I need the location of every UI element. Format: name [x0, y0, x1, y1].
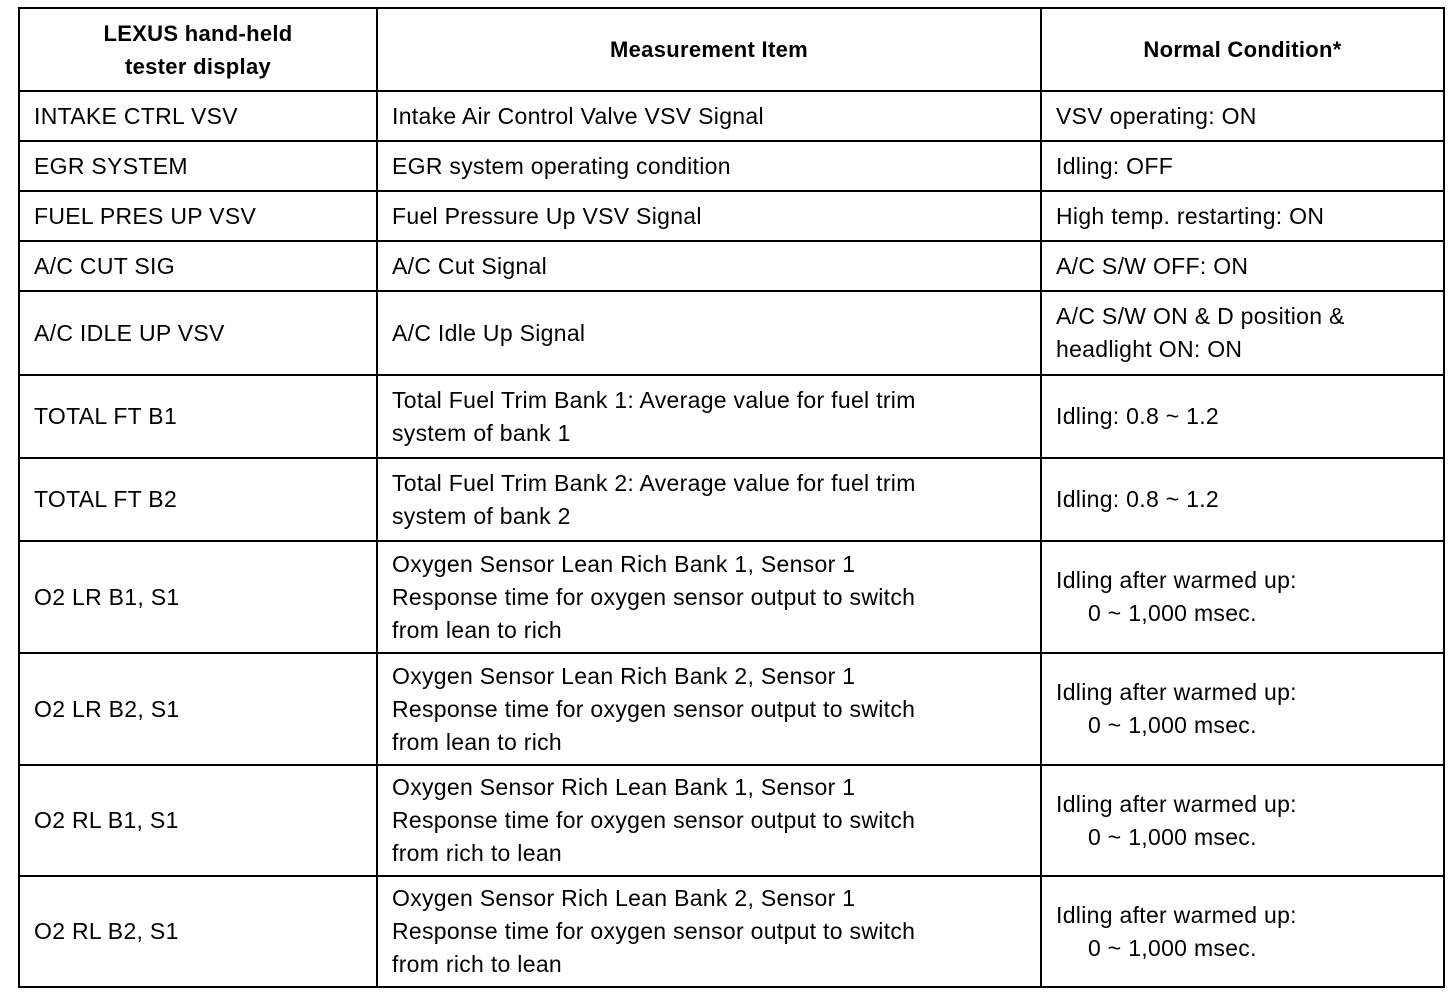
cell-tester-display: FUEL PRES UP VSV	[19, 191, 377, 241]
measurement-item-line: from rich to lean	[392, 951, 562, 977]
cell-tester-display: TOTAL FT B2	[19, 458, 377, 541]
measurement-item-line: A/C Cut Signal	[392, 252, 548, 279]
cell-tester-display: O2 LR B1, S1	[19, 541, 377, 653]
normal-condition-line: VSV operating: ON	[1056, 102, 1257, 129]
measurement-item-line: EGR system operating condition	[392, 152, 731, 179]
table-row	[19, 191, 1444, 241]
normal-condition-line: Idling after warmed up:	[1056, 790, 1297, 817]
cell-normal-condition	[1041, 765, 1444, 876]
cell-measurement-item	[377, 191, 1041, 241]
table-row	[19, 458, 1444, 541]
cell-normal-condition	[1041, 375, 1444, 458]
cell-measurement-item	[377, 375, 1041, 458]
cell-measurement-item	[377, 458, 1041, 541]
measurement-item-line: Total Fuel Trim Bank 1: Average value for fuel trim	[392, 386, 916, 413]
normal-condition-line: Idling: 0.8 ~ 1.2	[1056, 403, 1220, 429]
cell-measurement-item	[377, 876, 1041, 987]
normal-condition-line: headlight ON: ON	[1056, 336, 1243, 362]
cell-normal-condition	[1041, 291, 1444, 375]
normal-condition-line: Idling: OFF	[1056, 152, 1174, 179]
cell-normal-condition	[1041, 541, 1444, 653]
cell-normal-condition	[1041, 241, 1444, 291]
header-display-line1: LEXUS hand-held	[103, 20, 293, 46]
measurement-item-line: from lean to rich	[392, 728, 562, 755]
header-measurement-item: Measurement Item	[377, 8, 1041, 91]
cell-normal-condition	[1041, 458, 1444, 541]
cell-measurement-item	[377, 765, 1041, 876]
measurement-item-line: Oxygen Sensor Lean Rich Bank 2, Sensor 1	[392, 662, 856, 689]
cell-measurement-item	[377, 541, 1041, 653]
table-row	[19, 653, 1444, 765]
measurement-item-line: from rich to lean	[392, 840, 562, 866]
cell-tester-display: TOTAL FT B1	[19, 375, 377, 458]
normal-condition-line: 0 ~ 1,000 msec.	[1088, 823, 1257, 850]
measurement-item-line: A/C Idle Up Signal	[392, 319, 586, 346]
normal-condition-line: 0 ~ 1,000 msec.	[1088, 934, 1257, 961]
normal-condition-line: A/C S/W OFF: ON	[1056, 252, 1249, 279]
header-normal-condition: Normal Condition*	[1041, 8, 1444, 91]
measurement-item-line: Response time for oxygen sensor output to switch	[392, 807, 916, 833]
measurement-item-line: Fuel Pressure Up VSV Signal	[392, 202, 702, 229]
cell-measurement-item	[377, 141, 1041, 191]
table-row	[19, 91, 1444, 141]
table-row	[19, 876, 1444, 987]
measurement-item-line: Oxygen Sensor Rich Lean Bank 2, Sensor 1	[392, 885, 856, 911]
measurement-item-line: Oxygen Sensor Rich Lean Bank 1, Sensor 1	[392, 774, 856, 800]
normal-condition-line: Idling: 0.8 ~ 1.2	[1056, 486, 1220, 512]
cell-measurement-item	[377, 291, 1041, 375]
measurement-item-line: Response time for oxygen sensor output to switch	[392, 918, 916, 944]
cell-measurement-item	[377, 653, 1041, 765]
cell-normal-condition	[1041, 141, 1444, 191]
measurement-item-line: system of bank 2	[392, 502, 571, 529]
normal-condition-line: A/C S/W ON & D position &	[1056, 303, 1345, 329]
measurement-item-line: Intake Air Control Valve VSV Signal	[392, 102, 764, 129]
cell-normal-condition	[1041, 191, 1444, 241]
table-row	[19, 765, 1444, 876]
measurement-item-line: Response time for oxygen sensor output to switch	[392, 695, 916, 722]
cell-tester-display: A/C IDLE UP VSV	[19, 291, 377, 375]
cell-tester-display: EGR SYSTEM	[19, 141, 377, 191]
normal-condition-line: High temp. restarting: ON	[1056, 202, 1325, 229]
measurement-item-line: system of bank 1	[392, 419, 571, 446]
cell-tester-display: O2 LR B2, S1	[19, 653, 377, 765]
cell-normal-condition	[1041, 653, 1444, 765]
measurement-item-line: Total Fuel Trim Bank 2: Average value for fuel trim	[392, 469, 916, 496]
measurement-item-line: from lean to rich	[392, 616, 562, 643]
cell-measurement-item	[377, 91, 1041, 141]
cell-tester-display: INTAKE CTRL VSV	[19, 91, 377, 141]
header-display-line2: tester display	[124, 53, 272, 79]
cell-normal-condition	[1041, 91, 1444, 141]
table-row	[19, 141, 1444, 191]
normal-condition-line: Idling after warmed up:	[1056, 679, 1297, 705]
normal-condition-line: 0 ~ 1,000 msec.	[1088, 600, 1257, 626]
cell-measurement-item	[377, 241, 1041, 291]
header-tester-display	[19, 8, 377, 91]
table-row	[19, 541, 1444, 653]
table-header-row	[19, 8, 1444, 91]
data-list-table	[18, 7, 1445, 988]
measurement-item-line: Oxygen Sensor Lean Rich Bank 1, Sensor 1	[392, 550, 856, 577]
cell-tester-display: O2 RL B1, S1	[19, 765, 377, 876]
cell-tester-display: O2 RL B2, S1	[19, 876, 377, 987]
cell-tester-display: A/C CUT SIG	[19, 241, 377, 291]
table-row	[19, 291, 1444, 375]
normal-condition-line: Idling after warmed up:	[1056, 901, 1297, 928]
measurement-item-line: Response time for oxygen sensor output to switch	[392, 583, 916, 610]
normal-condition-line: Idling after warmed up:	[1056, 567, 1297, 593]
normal-condition-line: 0 ~ 1,000 msec.	[1088, 712, 1257, 738]
table-row	[19, 241, 1444, 291]
cell-normal-condition	[1041, 876, 1444, 987]
table-row	[19, 375, 1444, 458]
